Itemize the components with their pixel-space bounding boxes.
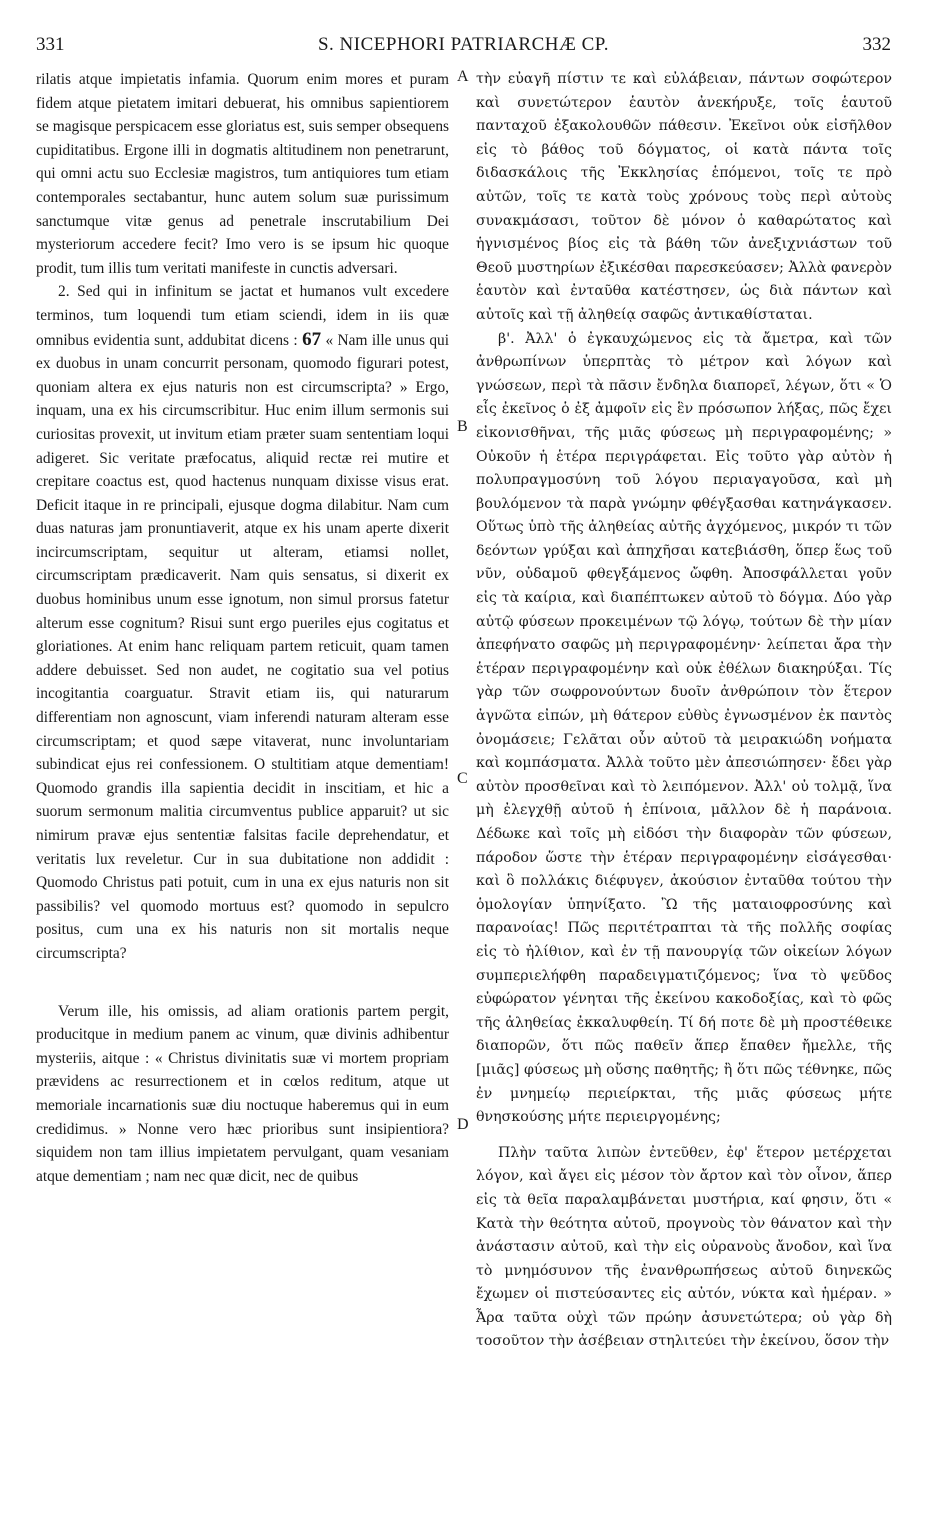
margin-letter-b: B <box>457 418 468 435</box>
latin-column <box>36 68 449 1188</box>
margin-letter-c: C <box>457 770 468 787</box>
latin-paragraph-1: rilatis atque impietatis infamia. Quorum enim mores et puram fidem atque pietatem imitari debuerat, his omnibus sapientiorem se magisque perspicacem esse gloriatus est, suis semper obsequens cupiditatibus. Ergone illi in dogmatis altitudinem non penetrarunt, qui omni actu suo Ecclesiæ magistros, tum antiquiores tum etiam contemporales sectabantur, hunc autem solum suæ purissimum sanctumque vitæ genus ad penetrale inscrutabilium Dei mysteriorum accedere fecit? Imo vero is se ipsum hic quoque prodit, tum illis tum veritati manifeste in cunctis adversari. <box>36 71 449 277</box>
margin-letter-a: A <box>457 68 469 85</box>
running-title: S. NICEPHORI PATRIARCHÆ CP. <box>317 34 609 55</box>
latin-paragraph-2 <box>36 280 449 965</box>
latin-paragraph-2-rest: « Nam ille unus qui ex duobus in unam concurrit personam, quomodo figurari potest, quoniam altera ex ejus naturis non est circumscripta? » Ergo, inquam, una ex his circumscribitur. Huc enim illum sermonis sui curiositas provexit, ut invitum etiam præter suam sententiam loqui adigeret. Sic veritate præfocatus, aliquid rectæ rei mutire et crepitare coactus est, quod hactenus nunquam dixisse visus erat. Deficit itaque in re principali, ejusque dogma dilabitur. Nam cum duas naturas jam pronuntiaverit, atque ex his unam aperte dixerit incircumscriptam, sequitur ut alteram, etiamsi nollet, circumscriptam prædicaverit. Nam quis sensatus, si dixerit ex duobus hominibus unum esse ignotum, non simul prorsus fatetur alterum esse cognitum? Risui sunt ergo pueriles ejus cogitatus et gloriationes. At enim hanc reliquam partem reticuit, quam tamen addere debuisset. Sed non audet, ne cogitatio sua vel potius incogitantia coarguatur. Stravit etiam iis, qui naturarum differentiam non agnoscunt, viam inferendi naturam alteram esse circumscriptam; et quod sæpe vitaverat, nunc involuntariam subindicat ejus rei confessionem. O stultitiam atque dementiam! Quomodo grandis illa sapientia decidit in inscitiam, et hic a suorum sermonum malitia circumventus publice apparuit? ut sic nimirum pravæ ejus sententiæ falsitas facile deprehendatur, et veritatis lux reveletur. Cur in sua dubitatione non addidit : Quomodo Christus pati potuit, cum in una ex ejus naturis non sit passibilis? vel quomodo mortuus est? quomodo in sepulcro positus, cum una ex his naturis non sit mortalis neque circumscripta? <box>36 331 449 962</box>
greek-page-reference: 67 <box>302 328 322 350</box>
latin-paragraph-2-start: 2. Sed qui in infinitum se jactat et humanos vult excedere terminos, tum loquendi tum etiam sciendi, idem in iis quæ omnibus evidentia sunt, addubitat dicens : <box>36 283 449 349</box>
greek-paragraph-2: β'. Ἀλλ' ὁ ἐγκαυχώμενος εἰς τὰ ἄμετρα, καὶ τῶν ἀνθρωπίνων ὑπερπτὰς τὸ μέτρον καὶ λόγων καὶ γνώσεων, περὶ τὰ πᾶσιν ἔνδηλα διαπορεῖ, λέγων, ὅτι « Ὁ εἷς ἐκεῖνος ὁ ἐξ ἀμφοῖν εἰς ἓν πρόσωπον λήξας, πῶς ἔχει εἰκονισθῆναι, τῆς μιᾶς φύσεως μὴ περιγραφομένης; » Οὐκοῦν ἡ ἑτέρα περιγράφεται. Εἰς τοῦτο γὰρ αὐτὸν ἡ πολυπραγμοσύνη τοῦ λόγου περιαγαγοῦσα, καὶ μὴ βουλόμενον τὰ παρὰ γνώμην φθέγξασθαι κατηνάγκασεν. Οὕτως ὑπὸ τῆς ἀληθείας αὐτῆς ἀγχόμενος, μικρόν τι τῶν δεόντων γρύξαι καὶ ἀπηχῆσαι κατεβιάσθη, ὅπερ ἕως τοῦ νῦν, οὐδαμοῦ φθεγξάμενος ὤφθη. Ἀποσφάλλεται γοῦν εἰς τὰ καίρια, καὶ διαπέπτωκεν αὐτοῦ τὸ δόγμα. Δύο γὰρ αὐτῷ φύσεων προκειμένων τῷ λόγῳ, τούτων δὲ τὴν μίαν ἀπεφήνατο σαφῶς μὴ περιγραφομένην· λείπεται ἄρα τὴν ἑτέραν περιγραφομένην καὶ οὐκ ἐθέλων διακηρύξαι. Τίς γὰρ τῶν σωφρονούντων δυοῖν ἀνθρώποιν τὸν ἕτερον ἀγνῶτα εἰπών, μὴ θάτερον εὐθὺς ἐγνωσμένον ἐκ παντὸς ὀνομάσειε; Γελᾶται οὖν αὐτοῦ τὰ μειρακιώδη νοήματα καὶ κομπάσματα. Ἀλλὰ τοῦτο μὲν ἀπεσιώπησεν· ἔδει γὰρ αὐτὸν προσθεῖναι καὶ τὸ λειπόμενον. Ἀλλ' οὐ τολμᾷ, ἵνα μὴ ἐλεγχθῇ αὐτοῦ ἡ ἐπίνοια, μᾶλλον δὲ ἡ παράνοια. Δέδωκε καὶ τοῖς μὴ εἰδόσι τὴν διαφορὰν τῶν φύσεων, πάροδον ὥστε τὴν ἑτέραν περιγραφομένην εἰσάγεσθαι· καὶ ὃ πολλάκις διέφυγεν, ἀκούσιον ἐνταῦθα τούτου τὴν ὁμολογίαν ὑπηνίξατο. Ὢ τῆς ματαιοφροσύνης καὶ παρανοίας! Πῶς περιτέτραπται τὰ τῆς πολλῆς σοφίας εἰς τὸ ἠλίθιον, καὶ ἐν τῇ πανουργίᾳ τῶν οἰκείων λόγων συμπεριελήφθη παραδειγματιζόμενος; ἵνα τὸ ψεῦδος εὐφώρατον γένηται τῆς ἐκείνου κακοδοξίας, καὶ τὸ φῶς τῆς ἀληθείας ἐκκαλυφθείη. Τί δή ποτε δὲ μὴ προστέθεικε διαπορῶν, ὅτι πῶς παθεῖν ἅπερ ἔπαθεν ἤμελλε, τῆς [μιᾶς] φύσεως μὴ οὔσης παθητῆς; ἢ ὅτι πῶς τέθνηκε, πῶς ἐν μνημείῳ περιείρκται, τῆς μιᾶς φύσεως μήτε θνησκούσης μήτε περιειργομένης; <box>476 330 892 1126</box>
greek-paragraph-3: Πλὴν ταῦτα λιπὼν ἐντεῦθεν, ἐφ' ἕτερον μετέρχεται λόγον, καὶ ἄγει εἰς μέσον τὸν ἄρτον καὶ τὸν οἶνον, ἅπερ εἰς τὰ θεῖα παραλαμβάνεται μυστήρια, καί φησιν, ὅτι « Κατὰ τὴν θεότητα αὐτοῦ, προγνοὺς τὸν θάνατον καὶ τὴν ἀνάστασιν αὐτοῦ, καὶ τὴν εἰς οὐρανοὺς ἄνοδον, καὶ ἵνα τὸ μνημόσυνον τῆς ἐνανθρωπήσεως αὐτοῦ διηνεκῶς ἔχωμεν οἱ πιστεύσαντες εἰς αὐτόν, νύκτα καὶ ἡμέραν. » Ἆρα ταῦτα οὐχὶ τῶν πρώην ἀσυνετώτερα; οὐ γὰρ δὴ τοσοῦτον τὴν ἀσέβειαν στηλιτεύει τὴν ἐκείνου, ὅσον τὴν <box>476 1144 892 1350</box>
page-number-right: 332 <box>862 34 891 55</box>
page-number-left: 331 <box>36 34 65 55</box>
greek-paragraph-1: τὴν εὐαγῆ πίστιν τε καὶ εὐλάβειαν, πάντων σοφώτερον καὶ συνετώτερον ἑαυτὸν ἀνεκήρυξε, τοῖς ἑαυτοῦ πανταχοῦ ἐξακολουθῶν πάθεσιν. Ἐκεῖνοι οὐκ εἰσῆλθον εἰς τὸ βάθος τοῦ δόγματος, οἱ κατὰ πάντα τοῖς διδασκάλοις τῆς Ἐκκλησίας ἑπόμενοι, τοῖς τε πρὸ αὐτῶν, τοῖς τε κατὰ τοὺς χρόνους τοὺς περὶ αὐτοὺς συνακμάσασι, τοῦτον δὲ μόνον ὁ καθαρώτατος καὶ ἡγνισμένος βίος εἰς τὰ βάθη τῶν ἀνεξιχνιάστων τοῦ Θεοῦ μυστηρίων ἐξικέσθαι παρεσκεύασεν; Ἀλλὰ φανερὸν ἑαυτὸν καὶ ἐνταῦθα κατέστησεν, ὡς διὰ πάντων καὶ αὐτοῖς καὶ τῇ ἀληθείᾳ σαφῶς ἀντικαθίσταται. <box>476 71 892 323</box>
latin-paragraph-3: Verum ille, his omissis, ad aliam orationis partem pergit, producitque in medium panem ac vinum, quæ divinis adhibentur mysteriis, aitque : « Christus divinitatis suæ vi mortem propriam prævidens ac resurrectionem et in cœlos reditum, atque ut memoriale incarnationis suæ diu noctuque haberemus qui in eum credidimus. » Nonne vero hæc prioribus sunt insipientiora? siquidem non tam illius impietatem pervulgant, quam vesaniam atque dementiam ; nam nec quæ dicit, nec de quibus <box>36 1002 449 1185</box>
greek-column <box>476 68 892 1354</box>
page-header <box>36 34 891 64</box>
margin-letter-d: D <box>457 1116 469 1133</box>
